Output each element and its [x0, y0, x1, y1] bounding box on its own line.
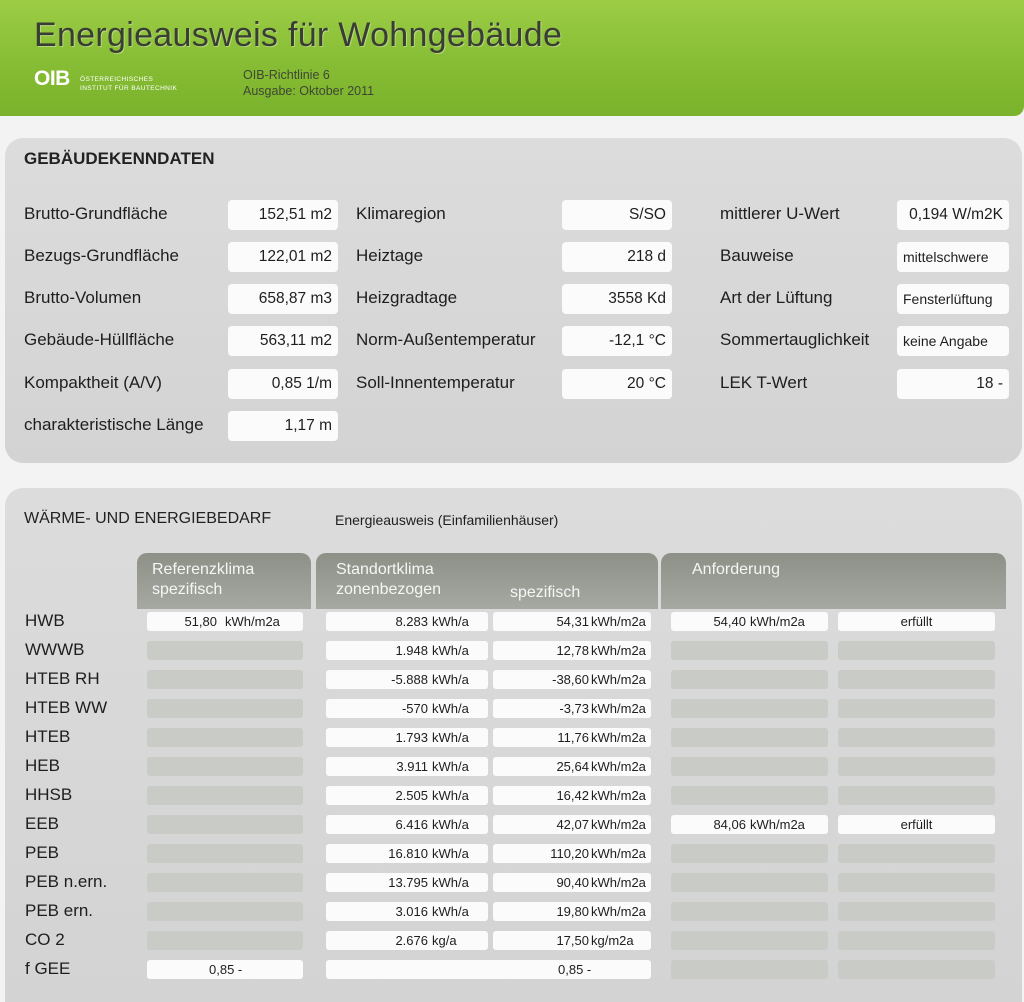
site-header-specific: spezifisch	[510, 584, 581, 601]
field-value: 20 °C	[562, 369, 672, 399]
edition-label: Ausgabe: Oktober 2011	[243, 84, 375, 98]
specific-cell-unit: kWh/m2a	[591, 846, 646, 861]
specific-cell-unit: kWh/m2a	[591, 904, 646, 919]
zone-cell	[326, 699, 488, 718]
requirement-cell	[671, 786, 828, 805]
field-label: mittlerer U-Wert	[720, 204, 840, 223]
fgee-ref-value: 0,85 -	[209, 962, 243, 977]
zone-cell-number: 16.810	[388, 846, 428, 861]
row-label: WWWB	[25, 640, 85, 659]
specific-cell-number: 19,80	[556, 904, 589, 919]
zone-cell-unit: kWh/a	[432, 904, 469, 919]
requirement-cell	[671, 670, 828, 689]
zone-cell-unit: kWh/a	[432, 817, 469, 832]
fgee-ref-cell	[147, 960, 303, 979]
zone-cell	[326, 786, 488, 805]
specific-cell-unit: kWh/m2a	[591, 672, 646, 687]
requirement-header-label: Anforderung	[692, 561, 781, 578]
status-cell: erfüllt	[838, 612, 995, 631]
zone-cell	[326, 815, 488, 834]
page-title: Energieausweis für Wohngebäude	[34, 16, 563, 54]
field-label: Gebäude-Hüllfläche	[24, 330, 175, 349]
requirement-cell	[671, 728, 828, 747]
row-label: f GEE	[25, 959, 71, 978]
field-label: charakteristische Länge	[24, 415, 204, 434]
field-value: 0,85 1/m	[228, 369, 338, 399]
zone-cell	[326, 641, 488, 660]
specific-cell-number: -3,73	[559, 701, 589, 716]
fgee-site-value: 0,85 -	[558, 962, 592, 977]
field-label: LEK T-Wert	[720, 373, 808, 392]
requirement-cell	[671, 931, 828, 950]
zone-cell-unit: kWh/a	[432, 643, 469, 658]
field-label: Norm-Außentemperatur	[356, 330, 536, 349]
field-label: Brutto-Volumen	[24, 288, 142, 307]
specific-cell	[493, 612, 651, 631]
field-value: keine Angabe	[897, 326, 1009, 356]
field-label: Heiztage	[356, 246, 424, 265]
specific-cell-number: -38,60	[552, 672, 589, 687]
requirement-cell	[671, 641, 828, 660]
specific-cell-number: 17,50	[556, 933, 589, 948]
specific-cell-unit: kWh/m2a	[591, 730, 646, 745]
oib-logo-line1: ÖSTERREICHISCHES	[80, 76, 154, 83]
status-cell	[838, 728, 995, 747]
specific-cell	[493, 902, 651, 921]
status-cell	[838, 844, 995, 863]
field-value: 1,17 m	[228, 411, 338, 441]
requirement-cell-unit: kWh/m2a	[750, 817, 805, 832]
zone-cell-number: 13.795	[388, 875, 428, 890]
ref-climate-cell-number: 51,80	[184, 614, 217, 629]
field-label: Soll-Innentemperatur	[356, 373, 515, 392]
ref-climate-cell	[147, 728, 303, 747]
zone-cell-number: -5.888	[391, 672, 428, 687]
oib-logo-mark: OIB	[34, 67, 70, 90]
row-label: PEB n.ern.	[25, 872, 108, 891]
specific-cell-number: 42,07	[556, 817, 589, 832]
field-value: 218 d	[562, 242, 672, 272]
energy-section-title: WÄRME- UND ENERGIEBEDARF	[24, 510, 272, 527]
ref-climate-cell	[147, 902, 303, 921]
zone-cell	[326, 873, 488, 892]
field-value: 18 -	[897, 369, 1009, 399]
ref-climate-cell	[147, 844, 303, 863]
row-label: HWB	[25, 611, 65, 630]
row-label: HHSB	[25, 785, 73, 804]
zone-cell-number: 6.416	[395, 817, 428, 832]
specific-cell	[493, 815, 651, 834]
requirement-cell	[671, 757, 828, 776]
row-label: PEB	[25, 843, 60, 862]
specific-cell-number: 11,76	[557, 730, 589, 745]
field-value: mittelschwere	[897, 242, 1009, 272]
site-header-line1: Standortklima	[336, 561, 434, 578]
requirement-cell	[671, 873, 828, 892]
specific-cell-unit: kWh/m2a	[591, 788, 646, 803]
field-label: Klimaregion	[356, 204, 446, 223]
specific-cell	[493, 641, 651, 660]
row-label: HTEB RH	[25, 669, 100, 688]
requirement-cell	[671, 612, 828, 631]
ref-climate-cell	[147, 873, 303, 892]
zone-cell-number: 3.016	[395, 904, 428, 919]
specific-cell	[493, 786, 651, 805]
field-value: S/SO	[562, 200, 672, 230]
ref-climate-cell	[147, 931, 303, 950]
zone-cell-unit: kWh/a	[432, 875, 469, 890]
field-label: Brutto-Grundfläche	[24, 204, 168, 223]
row-label: HTEB WW	[25, 698, 108, 717]
specific-cell-unit: kWh/m2a	[591, 875, 646, 890]
ref-header-line1: Referenzklima	[152, 561, 255, 578]
specific-cell-number: 12,78	[556, 643, 589, 658]
requirement-cell	[671, 902, 828, 921]
row-label: EEB	[25, 814, 60, 833]
specific-cell-unit: kWh/m2a	[591, 701, 646, 716]
status-cell	[838, 670, 995, 689]
ref-climate-cell	[147, 757, 303, 776]
specific-cell	[493, 844, 651, 863]
header-banner	[0, 0, 1024, 116]
field-value: 122,01 m2	[228, 242, 338, 272]
specific-cell-number: 54,31	[556, 614, 589, 629]
field-value: 658,87 m3	[228, 284, 338, 314]
field-label: Bezugs-Grundfläche	[24, 246, 179, 265]
ref-climate-cell	[147, 641, 303, 660]
zone-cell	[326, 670, 488, 689]
specific-cell	[493, 931, 651, 950]
specific-cell-unit: kWh/m2a	[591, 643, 646, 658]
requirement-cell	[671, 844, 828, 863]
zone-cell-number: 2.505	[395, 788, 428, 803]
zone-cell-unit: kWh/a	[432, 701, 469, 716]
specific-cell-number: 16,42	[556, 788, 589, 803]
specific-cell-unit: kg/m2a	[591, 933, 634, 948]
row-label: HTEB	[25, 727, 71, 746]
specific-cell-number: 110,20	[550, 846, 589, 861]
ref-header-line2: spezifisch	[152, 581, 223, 598]
zone-cell	[326, 757, 488, 776]
oib-logo-line2: INSTITUT FÜR BAUTECHNIK	[80, 85, 178, 92]
requirement-cell-number: 84,06	[713, 817, 746, 832]
zone-cell	[326, 844, 488, 863]
specific-cell	[493, 670, 651, 689]
status-cell	[838, 641, 995, 660]
status-cell	[838, 902, 995, 921]
ref-climate-cell	[147, 815, 303, 834]
specific-cell	[493, 699, 651, 718]
requirement-cell	[671, 960, 828, 979]
field-label: Kompaktheit (A/V)	[24, 373, 162, 392]
zone-cell-unit: kWh/a	[432, 788, 469, 803]
status-cell: erfüllt	[838, 815, 995, 834]
specific-cell-number: 25,64	[556, 759, 589, 774]
field-label: Art der Lüftung	[720, 288, 833, 307]
zone-cell-number: -570	[401, 701, 428, 716]
requirement-cell	[671, 699, 828, 718]
ref-climate-cell	[147, 670, 303, 689]
field-label: Sommertauglichkeit	[720, 330, 870, 349]
specific-cell-number: 90,40	[556, 875, 589, 890]
zone-cell-number: 2.676	[395, 933, 428, 948]
zone-cell-number: 3.911	[396, 759, 428, 774]
status-cell	[838, 873, 995, 892]
zone-cell-number: 8.283	[395, 614, 428, 629]
ref-climate-cell	[147, 786, 303, 805]
specific-cell	[493, 873, 651, 892]
zone-cell	[326, 931, 488, 950]
zone-cell-unit: kWh/a	[432, 614, 469, 629]
ref-climate-cell	[147, 612, 303, 631]
site-header-line2: zonenbezogen	[336, 581, 441, 598]
status-cell	[838, 699, 995, 718]
field-label: Heizgradtage	[356, 288, 458, 307]
row-label: PEB ern.	[25, 901, 94, 920]
requirement-cell-unit: kWh/m2a	[750, 614, 805, 629]
specific-cell	[493, 757, 651, 776]
energy-subtitle: Energieausweis (Einfamilienhäuser)	[335, 512, 559, 528]
row-label: HEB	[25, 756, 60, 775]
ref-climate-cell-unit: kWh/m2a	[225, 614, 280, 629]
fgee-site-cell	[326, 960, 651, 979]
status-cell	[838, 757, 995, 776]
zone-cell-unit: kWh/a	[432, 672, 469, 687]
status-cell	[838, 931, 995, 950]
field-value: Fensterlüftung	[897, 284, 1009, 314]
field-value: 3558 Kd	[562, 284, 672, 314]
zone-cell	[326, 902, 488, 921]
specific-cell	[493, 728, 651, 747]
zone-cell-unit: kWh/a	[432, 759, 469, 774]
zone-cell-number: 1.948	[395, 643, 428, 658]
zone-cell-unit: kWh/a	[432, 846, 469, 861]
field-label: Bauweise	[720, 246, 794, 265]
zone-cell	[326, 728, 488, 747]
field-value: 563,11 m2	[228, 326, 338, 356]
specific-cell-unit: kWh/m2a	[591, 614, 646, 629]
row-label: CO 2	[25, 930, 65, 949]
zone-cell	[326, 612, 488, 631]
specific-cell-unit: kWh/m2a	[591, 817, 646, 832]
guideline-label: OIB-Richtlinie 6	[243, 68, 330, 82]
building-section-title: GEBÄUDEKENNDATEN	[24, 149, 215, 168]
zone-cell-number: 1.793	[395, 730, 428, 745]
ref-climate-cell	[147, 699, 303, 718]
requirement-cell	[671, 815, 828, 834]
field-value: 152,51 m2	[228, 200, 338, 230]
zone-cell-unit: kg/a	[432, 933, 457, 948]
specific-cell-unit: kWh/m2a	[591, 759, 646, 774]
status-cell	[838, 786, 995, 805]
field-value: 0,194 W/m2K	[897, 200, 1009, 230]
status-cell	[838, 960, 995, 979]
zone-cell-unit: kWh/a	[432, 730, 469, 745]
field-value: -12,1 °C	[562, 326, 672, 356]
requirement-cell-number: 54,40	[713, 614, 746, 629]
